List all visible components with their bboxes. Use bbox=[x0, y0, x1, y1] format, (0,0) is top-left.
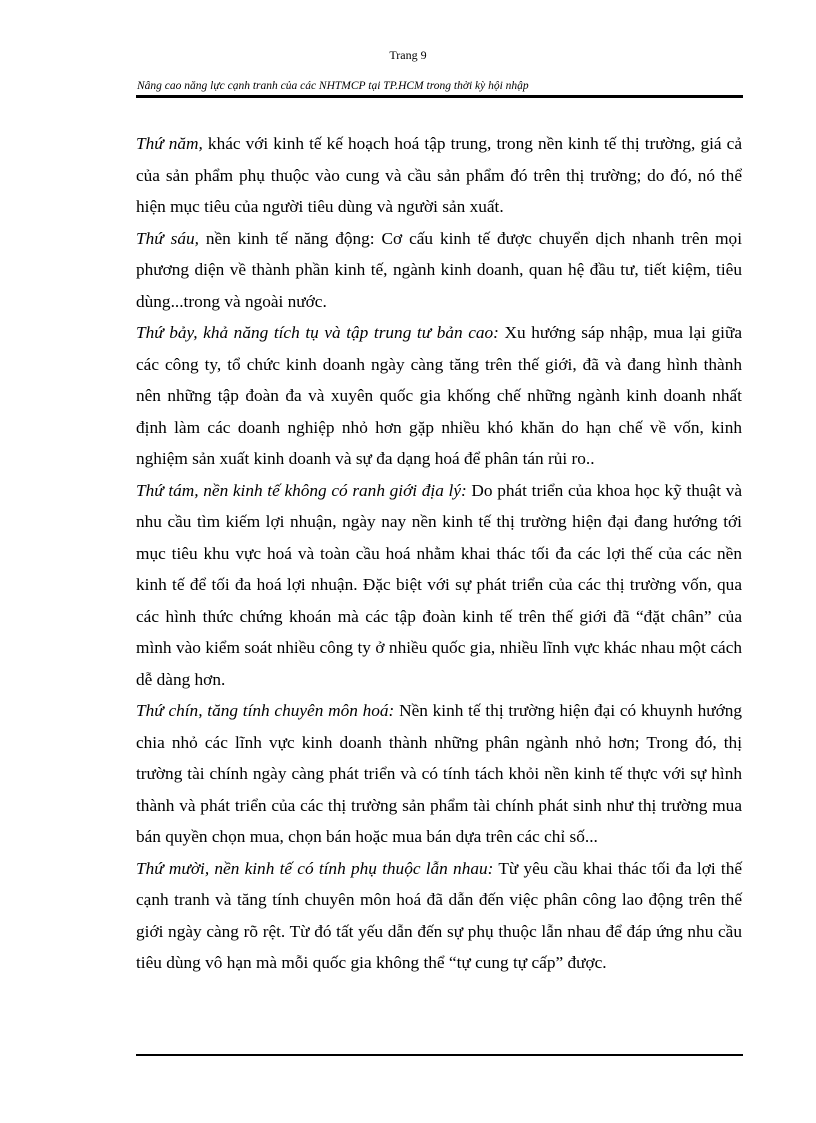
paragraph-lead: Thứ năm, bbox=[136, 134, 203, 153]
paragraph-text: Nền kinh tế thị trường hiện đại có khuynh hướng chia nhỏ các lĩnh vực kinh doanh thành những phân ngành nhỏ hơn; Trong đó, thị trường tài chính ngày càng phát triển và có tính tách khỏi nền kinh tế thực với sự hình thành và phát triển của các thị trường sản phẩm tài chính phát sinh như thị trường mua bán quyền chọn mua, chọn bán hoặc mua bán dựa trên các chỉ số... bbox=[136, 701, 742, 846]
paragraph-thu-chin bbox=[136, 695, 742, 853]
running-header: Nâng cao năng lực cạnh tranh của các NHTMCP tại TP.HCM trong thời kỳ hội nhập bbox=[137, 80, 529, 92]
paragraph-lead: Thứ tám, nền kinh tế không có ranh giới địa lý: bbox=[136, 480, 467, 500]
paragraph-text: Do phát triển của khoa học kỹ thuật và nhu cầu tìm kiếm lợi nhuận, ngày nay nền kinh tế thị trường hiện đại đang hướng tới mục tiêu khu vực hoá và toàn cầu hoá nhằm khai thác tối đa các lợi thế của các nền kinh tế để tối đa hoá lợi nhuận. Đặc biệt với sự phát triển của các thị trường vốn, qua các hình thức chứng khoán mà các tập đoàn kinh tế trên thế giới đã “đặt chân” của mình vào kiểm soát nhiều công ty ở nhiều quốc gia, nhiều lĩnh vực khác nhau một cách dễ dàng hơn. bbox=[136, 480, 742, 689]
header-rule bbox=[136, 95, 743, 98]
paragraph-text: Xu hướng sáp nhập, mua lại giữa các công ty, tổ chức kinh doanh ngày càng tăng trên thế giới, đã và đang hình thành nên những tập đoàn đa và xuyên quốc gia khống chế những ngành kinh doanh nhất định làm các doanh nghiệp nhỏ hơn gặp nhiều khó khăn do hạn chế về vốn, kinh nghiệm sản xuất kinh doanh và sự đa dạng hoá để phân tán rủi ro.. bbox=[136, 323, 742, 468]
body-text bbox=[136, 128, 742, 979]
paragraph-thu-tam bbox=[136, 475, 742, 696]
paragraph-thu-sau bbox=[136, 223, 742, 318]
paragraph-text: khác với kinh tế kế hoạch hoá tập trung, trong nền kinh tế thị trường, giá cả của sản phẩm phụ thuộc vào cung và cầu sản phẩm đó trên thị trường; do đó, nó thể hiện mục tiêu của người tiêu dùng và người sản xuất. bbox=[136, 134, 742, 216]
paragraph-text: Từ yêu cầu khai thác tối đa lợi thế cạnh tranh và tăng tính chuyên môn hoá đã dẫn đến việc phân công lao động trên thế giới ngày càng rõ rệt. Từ đó tất yếu dẫn đến sự phụ thuộc lẫn nhau để đáp ứng nhu cầu tiêu dùng vô hạn mà mỗi quốc gia không thể “tự cung tự cấp” được. bbox=[136, 858, 743, 972]
paragraph-thu-nam bbox=[136, 128, 742, 223]
paragraph-thu-bay bbox=[136, 317, 742, 475]
paragraph-thu-muoi bbox=[136, 853, 742, 979]
paragraph-text: nền kinh tế năng động: Cơ cấu kinh tế được chuyển dịch nhanh trên mọi phương diện về thành phần kinh tế, ngành kinh doanh, quan hệ đầu tư, tiết kiệm, tiêu dùng...trong và ngoài nước. bbox=[136, 228, 743, 311]
page-number: Trang 9 bbox=[389, 48, 427, 62]
paragraph-lead: Thứ mười, nền kinh tế có tính phụ thuộc lẫn nhau: bbox=[136, 858, 494, 878]
paragraph-lead: Thứ sáu, bbox=[136, 228, 199, 248]
paragraph-lead: Thứ bảy, khả năng tích tụ và tập trung tư bản cao: bbox=[136, 323, 499, 342]
paragraph-lead: Thứ chín, tăng tính chuyên môn hoá: bbox=[136, 701, 395, 720]
footer-rule bbox=[136, 1054, 743, 1056]
